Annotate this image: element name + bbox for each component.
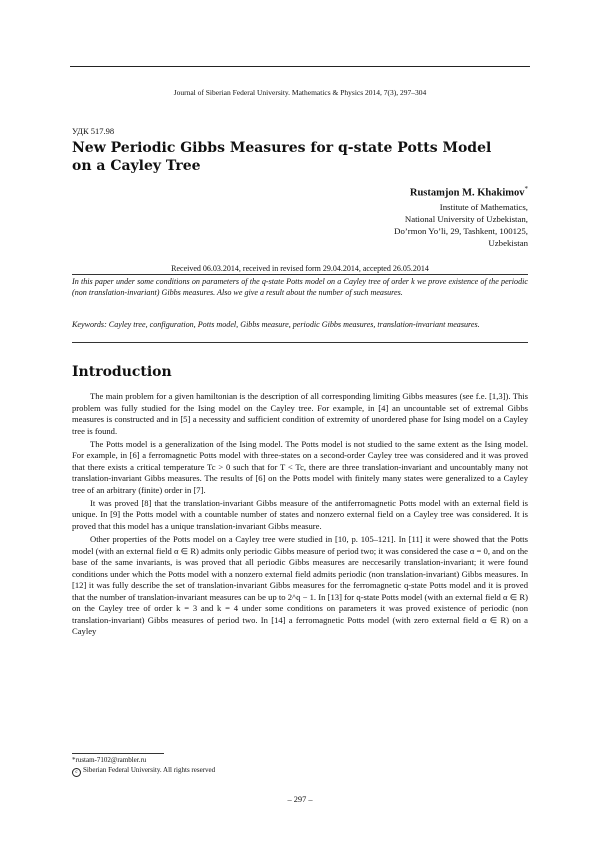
copyright-text: Siberian Federal University. All rights reserved xyxy=(83,766,216,774)
received-dates: Received 06.03.2014, received in revised form 29.04.2014, accepted 26.05.2014 xyxy=(171,264,429,273)
udc-code: УДК 517.98 xyxy=(72,126,115,136)
paragraph: The Potts model is a generalization of the Ising model. The Potts model is not studied to the same extent as the Ising model. For example, in [6] a ferromagnetic Potts model with three-states on a second-order Cayley tree was considered and it was proved that there exists a critical temperature Tc > 0 such that for T < Tc, there are three translation-invariant and uncountably many not translation-invariant Gibbs measures. The results of [6] on the Potts model with finitely many states were generalized to a Cayley tree of an arbitrary (finite) order in [7]. xyxy=(72,438,528,495)
footnote-email: *rustam-7102@rambler.ru xyxy=(72,756,147,764)
affiliation-line: Institute of Mathematics, xyxy=(439,201,528,212)
copyright-icon: c xyxy=(72,768,81,777)
paragraph: Other properties of the Potts model on a Cayley tree were studied in [10, p. 105–121]. In [11] it were showed that the Potts model (with an external field α ∈ R) admits only periodic Gibbs measure of period two; it was considered the case α = 0, and on the base of the same invariants, is was proved that all periodic Gibbs measures are neccesarily translation-invariant; it were found conditions under which the Potts model with a nonzero external field admits periodic (non translation-invariant) Gibbs measures. In [12] it was fully describe the set of translation-invariant Gibbs measures for the ferromagnetic q-state Potts model and it is proved that the number of translation-invariant measures can be up to 2^q − 1. In [13] for q-state Potts model (with an external field α ∈ R) on the Cayley tree of order k = 3 and k = 4 under some conditions on parameters it was proved existence of periodic (non translation-invariant) Gibbs measures of period two. In [14] a ferromagnetic Potts model (with zero external field α ∈ R) on a Cayley xyxy=(72,534,528,637)
abstract-top-rule xyxy=(72,274,528,275)
paragraph: It was proved [8] that the translation-invariant Gibbs measure of the antiferromagnetic Potts model with an external field is unique. In [9] the Potts model with a countable number of states and nonzero external field on a Cayley tree was considered. It is proved that this model has a unique translation-invariant Gibbs measure. xyxy=(72,497,528,532)
keywords: Keywords: Cayley tree, configuration, Potts model, Gibbs measure, periodic Gibbs measures, translation-invariant measures. xyxy=(72,320,480,329)
paper-title xyxy=(72,139,492,175)
footnote-rule xyxy=(72,753,164,754)
author-name: Rustamjon M. Khakimov* xyxy=(409,185,528,199)
section-heading: Introduction xyxy=(72,364,172,380)
footnote-mark: * xyxy=(524,185,528,193)
body-text xyxy=(72,391,528,639)
title-line: on a Cayley Tree xyxy=(72,158,201,174)
header-rule xyxy=(70,66,530,68)
paragraph: The main problem for a given hamiltonian is the description of all corresponding limiting Gibbs measures (see f.e. [1,3]). This problem was fully studied for the Ising model on the Cayley tree. For example, in [4] an uncountable set of extremal Gibbs measures is constructed and in [5] a necessity and sufficient condition of extremity of unordered phase for Ising model on a Cayley tree is found. xyxy=(72,391,528,436)
author-block xyxy=(268,182,528,249)
title-line: New Periodic Gibbs Measures for q-state Potts Model xyxy=(72,140,492,156)
affiliation-line: National University of Uzbekistan, xyxy=(404,213,528,224)
page-number: – 297 – xyxy=(287,795,313,804)
affiliation-line: Uzbekistan xyxy=(488,238,528,249)
footnote-copyright xyxy=(72,766,215,777)
abstract-bottom-rule xyxy=(72,342,528,343)
abstract: In this paper under some conditions on parameters of the q-state Potts model on a Cayley tree of order k we prove existence of the periodic (non translation-invariant) Gibbs measures. Also we give a result about the number of such measures. xyxy=(72,277,528,298)
journal-citation: Journal of Siberian Federal University. Mathematics & Physics 2014, 7(3), 297–304 xyxy=(173,88,427,97)
affiliation-line: Do’rmon Yo’li, 29, Tashkent, 100125, xyxy=(394,225,528,236)
